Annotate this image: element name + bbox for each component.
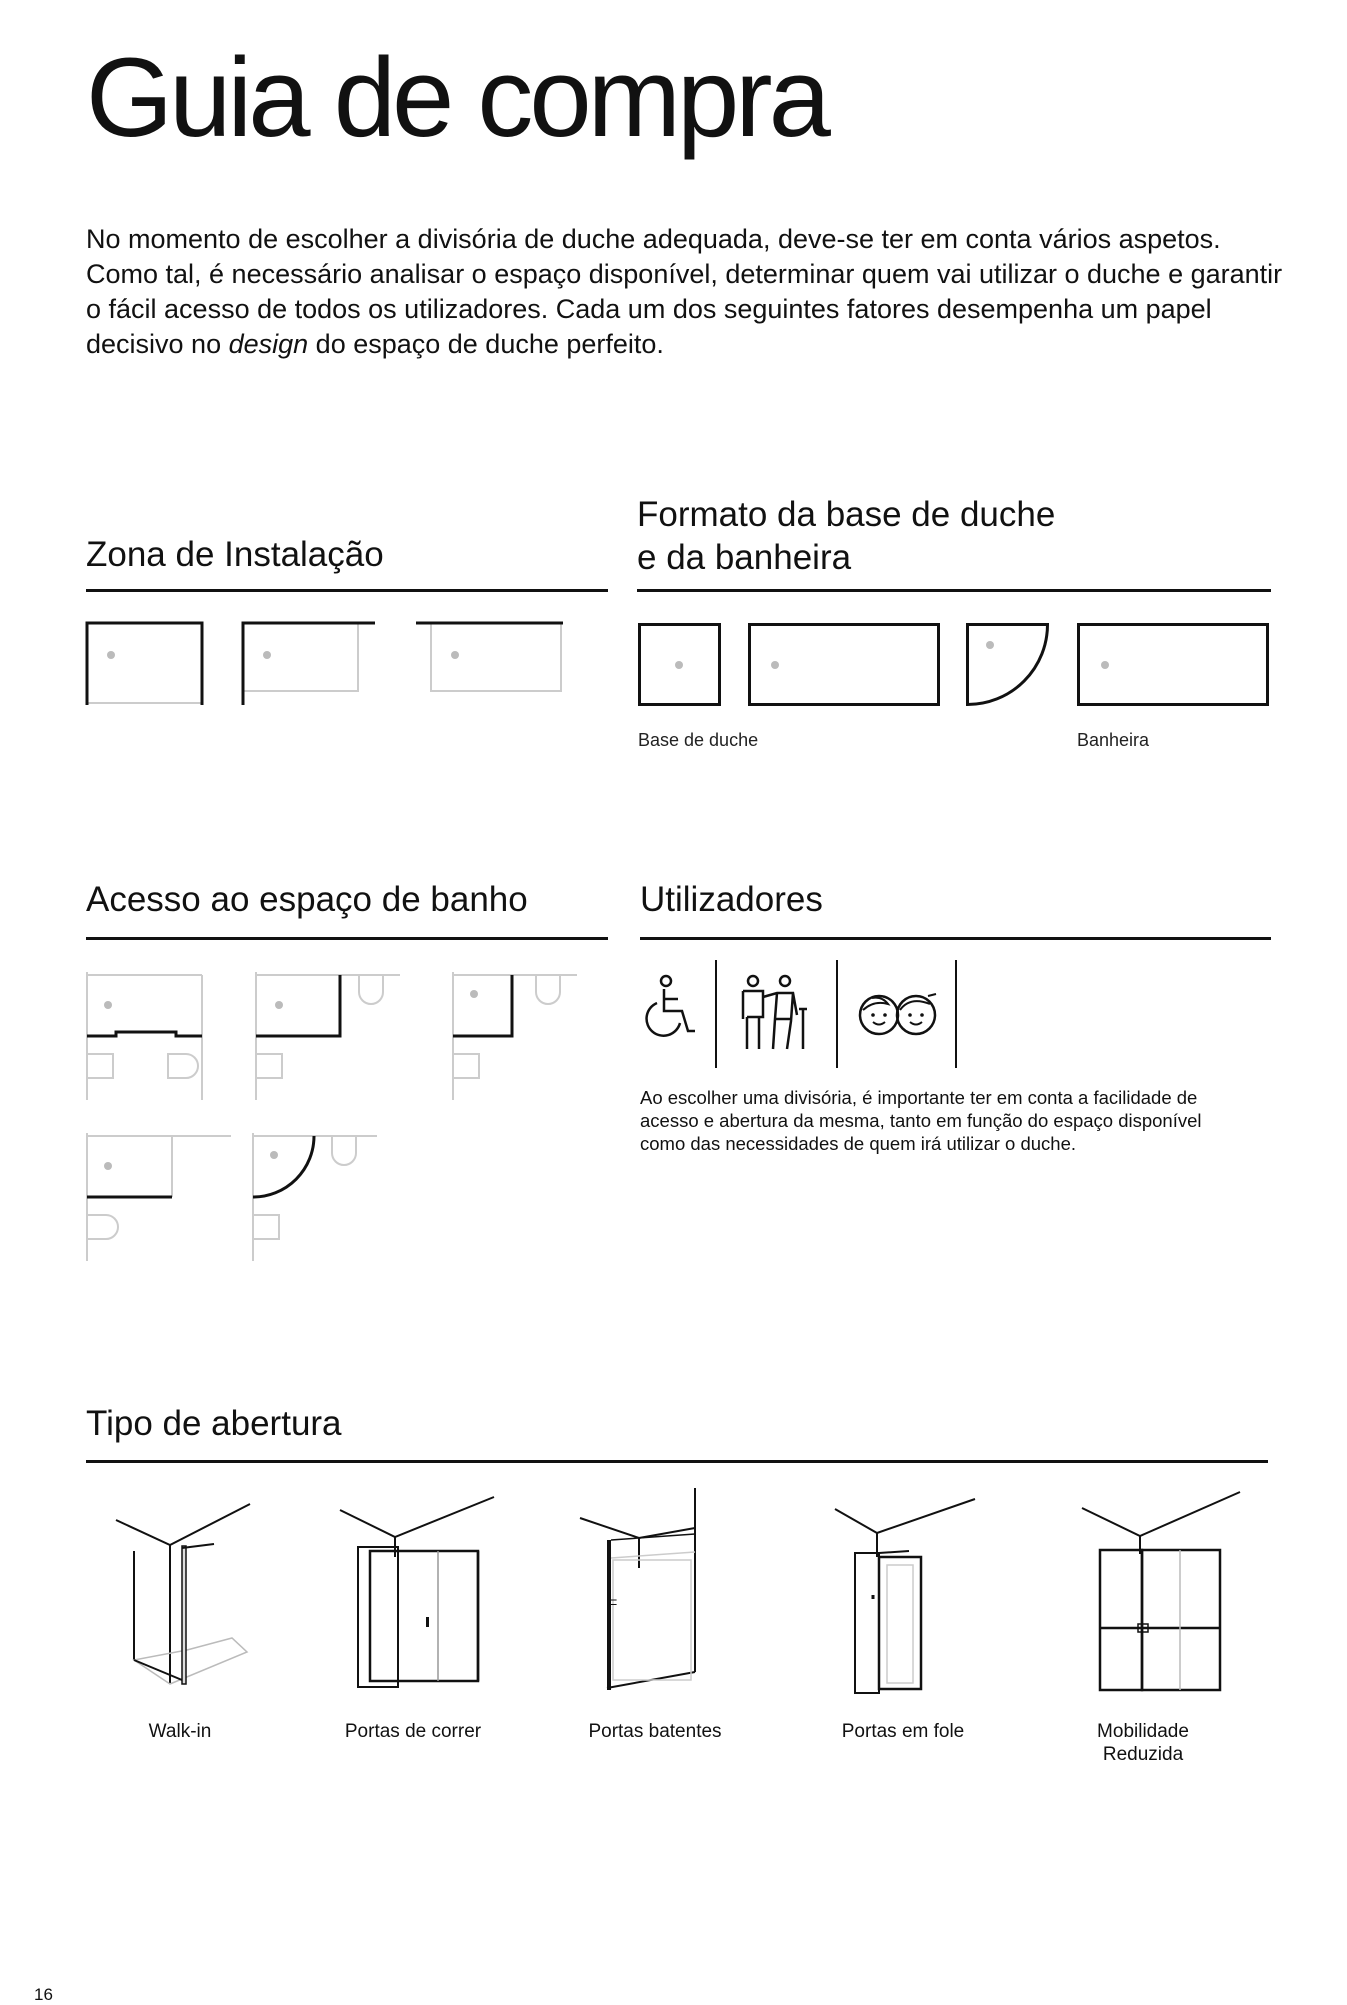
- section-title-abertura: Tipo de abertura: [86, 1404, 342, 1443]
- quadrant-access-icon: [252, 1133, 382, 1263]
- wall-installation-icon: [415, 620, 565, 710]
- users-divider-3: [955, 960, 957, 1068]
- wheelchair-icon: [640, 975, 702, 1041]
- hinged-doors-icon: [575, 1488, 725, 1700]
- square-tray-icon: [638, 623, 722, 707]
- users-divider-1: [715, 960, 717, 1068]
- section-rule-formato: [637, 589, 1271, 592]
- users-divider-2: [836, 960, 838, 1068]
- section-rule-abertura: [86, 1460, 1268, 1463]
- corner-access-icon: [255, 972, 405, 1102]
- option-label-portas-em-fole: Portas em fole: [841, 1721, 965, 1742]
- intro-emphasis: design: [228, 329, 309, 359]
- option-label-portas-batentes: Portas batentes: [588, 1721, 722, 1742]
- section-rule-acesso: [86, 937, 608, 940]
- formato-title-line2: e da banheira: [637, 538, 852, 577]
- svg-text:ᖴ: ᖴ: [609, 1597, 618, 1613]
- sliding-doors-icon: [330, 1495, 500, 1700]
- option-label-mobilidade-reduzida: Mobilidade Reduzida: [1097, 1721, 1189, 1765]
- quadrant-tray-icon: [966, 623, 1052, 709]
- front-access-icon: [86, 972, 208, 1102]
- folding-doors-icon: [815, 1495, 985, 1700]
- option-label-portas-de-correr: Portas de correr: [344, 1721, 482, 1742]
- children-icon: [858, 990, 940, 1038]
- intro-text-end: do espaço de duche perfeito.: [308, 329, 664, 359]
- caption-banheira: Banheira: [1077, 730, 1150, 750]
- section-rule-zona: [86, 589, 608, 592]
- elderly-people-icon: [735, 975, 815, 1051]
- section-rule-utilizadores: [640, 937, 1271, 940]
- intro-paragraph: [86, 222, 1286, 362]
- section-title-formato: [637, 493, 1055, 579]
- walk-in-icon: [112, 1500, 262, 1700]
- page-number: 16: [34, 1985, 53, 2004]
- reduced-mobility-icon: [1064, 1488, 1244, 1700]
- intro-text: No momento de escolher a divisória de duche adequada, deve-se ter em conta vários aspetos. Como tal, é necessário analisar o espaço disponível, determinar quem vai utilizar o duche e garantir o fácil acesso de todos os utilizadores. Cada um dos seguintes fatores desempenha um papel decisivo no: [86, 224, 1283, 359]
- section-title-utilizadores: Utilizadores: [640, 880, 823, 919]
- formato-title-line1: Formato da base de duche: [637, 495, 1056, 534]
- bathtub-icon: [1077, 623, 1271, 707]
- alcove-access-icon: [86, 1133, 236, 1263]
- caption-base-duche: Base de duche: [638, 730, 759, 750]
- side-access-icon: [452, 972, 582, 1102]
- recess-installation-icon: [242, 620, 382, 710]
- page-title: Guia de compra: [86, 35, 827, 160]
- users-description: Ao escolher uma divisória, é importante ter em conta a facilidade de acesso e abertura da mesma, tanto em função do espaço disponível como das necessidades de quem irá utilizar o duche.: [640, 1087, 1202, 1154]
- corner-installation-icon: [86, 620, 208, 710]
- section-title-zona: Zona de Instalação: [86, 535, 384, 574]
- option-label-walk-in: Walk-in: [148, 1721, 212, 1742]
- section-title-acesso: Acesso ao espaço de banho: [86, 880, 528, 919]
- rectangular-tray-icon: [748, 623, 942, 707]
